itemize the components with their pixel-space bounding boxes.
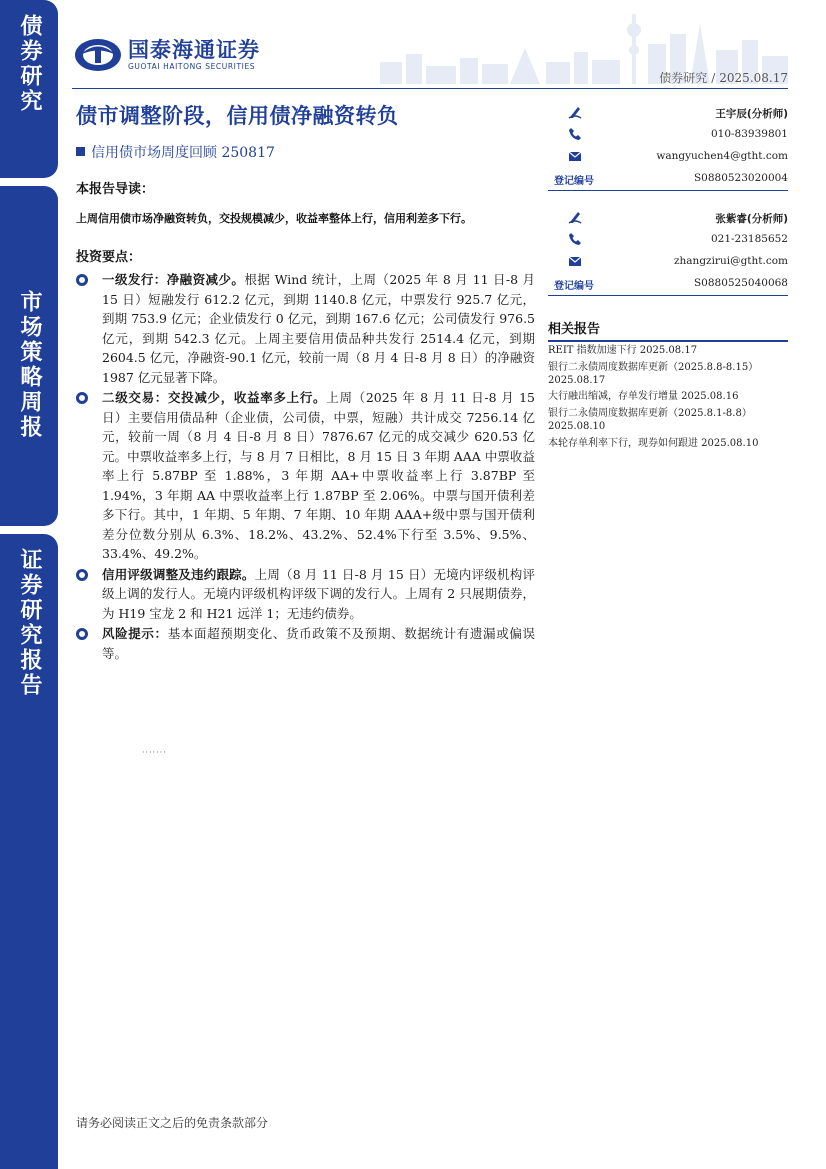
related-report-link[interactable]: REIT 指数加速下行 2025.08.17 xyxy=(548,345,698,356)
related-reports-heading: 相关报告 xyxy=(548,322,601,337)
pen-icon xyxy=(568,210,582,224)
key-points-heading: 投资要点： xyxy=(76,250,142,265)
pen-icon xyxy=(568,105,582,119)
logo-chinese-name: 国泰海通证券 xyxy=(128,38,260,62)
intro-text: 上周信用债市场净融资转负，交投规模减少，收益率整体上行，信用利差多下行。 xyxy=(76,212,472,225)
company-logo xyxy=(74,38,260,72)
analyst-email-row xyxy=(548,252,788,274)
sidebar-tab-label: 证券研究报告 xyxy=(17,548,42,698)
logo-english-name: GUOTAI HAITONG SECURITIES xyxy=(128,62,256,71)
report-date: 2025.08.17 xyxy=(719,71,788,85)
circle-bullet-icon xyxy=(76,392,88,404)
point-text: 上周（8 月 11 日-8 月 15 日）无境内评级机构评级上调的发行人。无境内评级机构评级下调的发行人。上周有 2 只展期债券，为 H19 宝龙 2 和 H21 远洋 1；无违约债券。 xyxy=(102,566,535,621)
disclaimer-footer: 请务必阅读正文之后的免责条款部分 xyxy=(76,1116,269,1130)
phone-icon xyxy=(568,232,582,246)
analyst-name: 张紫睿(分析师) xyxy=(715,213,788,225)
analyst-name-row xyxy=(548,103,788,125)
sidebar-tab-bond-research xyxy=(0,0,58,178)
circle-bullet-icon xyxy=(76,569,88,581)
point-lead: 信用评级调整及违约跟踪。 xyxy=(102,566,255,582)
report-subtitle-text: 信用债市场周度回顾 250817 xyxy=(91,145,275,161)
point-lead: 风险提示： xyxy=(102,626,168,641)
key-points-list xyxy=(76,270,535,664)
report-category: 债券研究 xyxy=(659,71,708,85)
related-report-link[interactable]: 银行二永债周度数据库更新（2025.8.1-8.8）2025.08.10 xyxy=(548,408,752,432)
registration-number: S0880525040068 xyxy=(693,277,788,289)
list-item xyxy=(76,388,535,564)
list-item xyxy=(76,565,535,624)
header-divider xyxy=(72,88,788,89)
sidebar-tab-securities-report xyxy=(0,534,58,1169)
sidebar-tab-market-strategy xyxy=(0,186,58,526)
analyst-registration-row xyxy=(548,169,788,191)
email-icon xyxy=(568,254,582,268)
analyst-email[interactable]: wangyuchen4@gtht.com xyxy=(656,150,788,162)
intro-heading: 本报告导读： xyxy=(76,182,155,197)
circle-bullet-icon xyxy=(76,274,88,286)
list-item xyxy=(76,270,535,387)
point-text: 基本面超预期变化、货币政策不及预期、数据统计有遗漏或偏误等。 xyxy=(102,626,535,661)
point-lead: 一级发行：净融资减少。 xyxy=(102,272,245,287)
analyst-email[interactable]: zhangzirui@gtht.com xyxy=(674,255,788,267)
analyst-email-row xyxy=(548,147,788,169)
list-item xyxy=(76,624,535,663)
decorative-dots: ······· xyxy=(142,748,167,757)
analyst-name-row xyxy=(548,208,788,230)
analyst-card xyxy=(548,208,788,296)
registration-label: 登记编号 xyxy=(554,176,594,187)
analyst-registration-row xyxy=(548,274,788,296)
sidebar-tab-label: 市场策略周报 xyxy=(17,290,42,440)
breadcrumb-separator: / xyxy=(711,71,716,85)
logo-mark-icon xyxy=(74,38,122,72)
related-report-link[interactable]: 银行二永债周度数据库更新（2025.8.8-8.15）2025.08.17 xyxy=(548,361,759,386)
point-text: 上周（2025 年 8 月 11 日-8 月 15 日）主要信用债品种（企业债，公司债，中票，短融）共计成交 7256.14 亿元，较前一周（8 月 4 日-8 月 8 日）7876.67 亿元的成交减少 620.53 亿元。中票收益率多上行，与 8 月 7 日相比，8 月 15 日 3 年期 AAA 中票收益率上行 5.87BP 至 1.88%，3 年期 AA+中票收益率上行 3.87BP 至 1.94%，3 年期 AA 中票收益率上行 1.87BP 至 2.06%。中票与国开债利差多下行。其中，1 年期、5 年期、7 年期、10 年期 AAA+级中票与国开债利差分位数分别从 6.3%、18.2%、43.2%、52.4%下行至 3.5%、9.5%、33.4%、49.2%。 xyxy=(102,390,535,561)
point-lead: 二级交易：交投减少，收益率多上行。 xyxy=(102,390,327,405)
analyst-phone-row xyxy=(548,230,788,252)
breadcrumb xyxy=(659,69,788,86)
analyst-name: 王宇辰(分析师) xyxy=(715,108,788,120)
analyst-phone-row xyxy=(548,125,788,147)
phone-icon xyxy=(568,127,582,141)
registration-label: 登记编号 xyxy=(554,281,594,292)
square-bullet-icon xyxy=(76,147,85,156)
related-reports-divider xyxy=(548,340,788,342)
report-subtitle xyxy=(76,142,275,162)
email-icon xyxy=(568,149,582,163)
related-report-link[interactable]: 本轮存单利率下行，现券如何跟进 2025.08.10 xyxy=(548,437,759,449)
circle-bullet-icon xyxy=(76,628,88,640)
related-reports-list xyxy=(548,345,788,455)
point-text: 根据 Wind 统计，上周（2025 年 8 月 11 日-8 月 15 日）短融发行 612.2 亿元，到期 1140.8 亿元，中票发行 925.7 亿元，到期 753.9 亿元；企业债发行 0 亿元，到期 167.6 亿元；公司债发行 976.5 亿元，到期 542.3 亿元。上周主要信用债品种共发行 2514.4 亿元，到期 2604.5 亿元，净融资-90.1 亿元，较前一周（8 月 4 日-8 月 8 日）的净融资 1987 亿元显著下降。 xyxy=(102,272,535,385)
analyst-phone: 021-23185652 xyxy=(710,233,788,245)
related-report-link[interactable]: 大行融出缩减，存单发行增量 2025.08.16 xyxy=(548,391,739,403)
analyst-card xyxy=(548,103,788,191)
report-title: 债市调整阶段，信用债净融资转负 xyxy=(76,104,399,128)
sidebar-tab-label: 债券研究 xyxy=(17,14,42,114)
analyst-phone: 010-83939801 xyxy=(710,128,788,140)
registration-number: S0880523020004 xyxy=(693,172,788,184)
